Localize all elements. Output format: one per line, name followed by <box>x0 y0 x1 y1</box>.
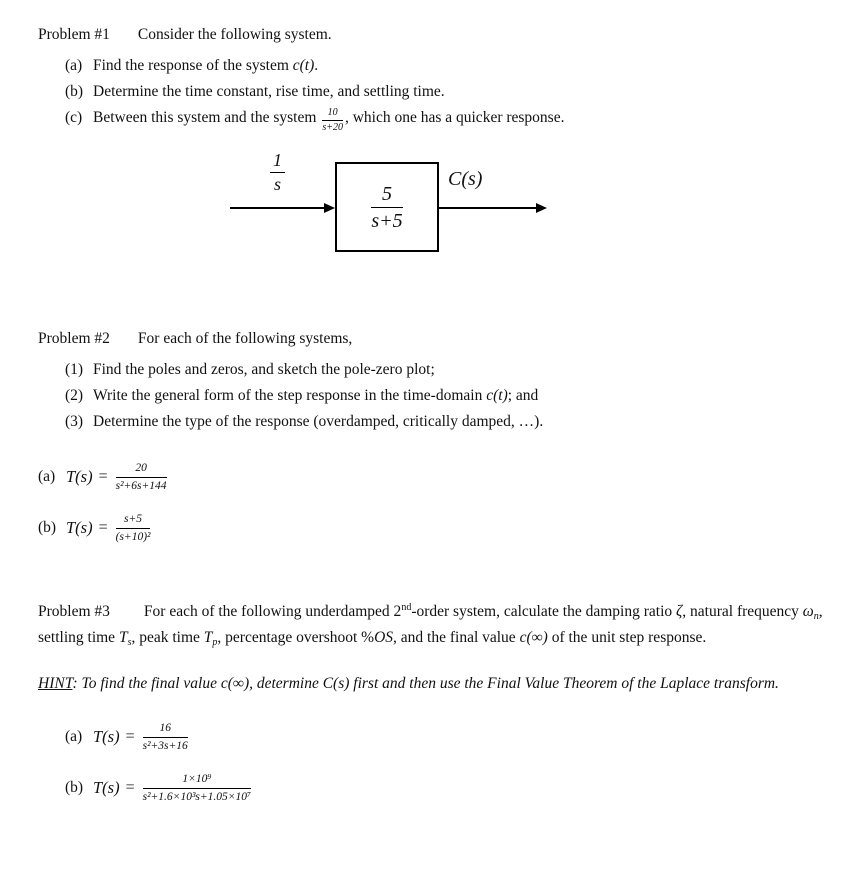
text-run: Find the response of the system <box>93 57 293 74</box>
problem2-title: For each of the following systems, <box>137 330 353 347</box>
math-var: ζ <box>676 602 683 620</box>
hint-paragraph <box>38 671 820 697</box>
item-text: Determine the type of the response (overdamped, critically damped, …). <box>93 413 544 430</box>
fraction-numerator: 5 <box>371 182 402 208</box>
fraction-numerator: 10 <box>322 107 343 121</box>
fraction-numerator: s+5 <box>116 512 151 529</box>
text-run: ; and <box>507 387 539 404</box>
equation-lhs: T(s) <box>93 727 120 747</box>
equation-lhs: T(s) <box>93 778 120 798</box>
math-var: c(t) <box>486 387 508 404</box>
problem1-list <box>38 55 830 134</box>
problem1-label: Problem #1 <box>38 26 110 43</box>
problem1-item-b <box>38 81 830 103</box>
fraction-denominator: (s+10)² <box>115 530 151 543</box>
subscript: n <box>813 610 819 622</box>
item-marker: (c) <box>65 109 83 126</box>
equation-lhs: T(s) <box>66 518 93 538</box>
output-signal-label: C(s) <box>448 168 483 190</box>
transfer-function-block <box>335 162 439 252</box>
problem2-item-3 <box>38 411 830 433</box>
hint-label: HINT <box>38 674 73 692</box>
text-run: . <box>314 57 319 74</box>
fraction-numerator: 20 <box>116 461 167 478</box>
math-var <box>119 629 132 646</box>
fraction-numerator: 16 <box>143 721 188 738</box>
item-text: Find the poles and zeros, and sketch the pole-zero plot; <box>93 361 435 378</box>
problem2-item-2 <box>38 385 830 407</box>
equation-p3b <box>65 772 830 805</box>
equation-marker: (b) <box>65 779 84 797</box>
math-var: OS <box>374 628 394 646</box>
problem3-label: Problem #3 <box>38 602 110 620</box>
math-var <box>803 603 819 620</box>
item-marker: (2) <box>65 387 84 404</box>
fraction-denominator: s+20 <box>322 122 343 133</box>
math-base: T <box>118 628 128 646</box>
item-text: Determine the time constant, rise time, and settling time. <box>93 83 445 100</box>
item-marker: (b) <box>65 83 84 100</box>
equation-fraction <box>116 512 151 545</box>
equation-fraction <box>143 772 251 805</box>
equation-marker: (b) <box>38 519 57 537</box>
item-marker: (3) <box>65 413 84 430</box>
input-arrow-line <box>230 207 326 209</box>
equation-fraction <box>116 461 167 494</box>
equation-fraction <box>143 721 188 754</box>
equals-sign: = <box>125 779 135 797</box>
text-run: For each of the following underdamped 2 <box>143 602 402 620</box>
superscript: nd <box>401 601 412 613</box>
subscript: s <box>127 636 132 648</box>
math-var: c(t) <box>292 57 315 74</box>
item-marker: (1) <box>65 361 84 378</box>
input-signal-fraction <box>270 150 285 194</box>
fraction-denominator: s²+3s+16 <box>142 739 188 752</box>
math-base: T <box>203 628 213 646</box>
text-run: , peak time <box>131 628 204 646</box>
text-run: , and the final value <box>393 628 520 646</box>
subscript: p <box>212 636 218 648</box>
equation-lhs: T(s) <box>66 467 93 487</box>
text-run: of the unit step response. <box>547 628 707 646</box>
fraction-numerator: 1×10⁹ <box>143 772 251 789</box>
problem1-heading <box>38 26 830 44</box>
equals-sign: = <box>125 728 135 746</box>
hint-text: : To find the final value c(∞), determine C(s) first and then use the Final Value Theorem of the Laplace transform. <box>72 674 779 692</box>
problem1-item-c <box>38 107 830 134</box>
item-text <box>93 385 830 407</box>
problem2-label: Problem #2 <box>38 330 110 347</box>
text-run: Between this system and the system <box>93 109 317 126</box>
inline-fraction <box>322 107 343 134</box>
text-run: , natural frequency <box>682 602 803 620</box>
math-var: c(∞) <box>519 628 548 646</box>
text-run: , which one has a quicker response. <box>344 109 565 126</box>
math-base: ω <box>802 602 814 620</box>
equals-sign: = <box>98 468 108 486</box>
equation-p2b <box>38 512 830 545</box>
block-diagram <box>230 150 610 272</box>
equation-p2a <box>38 461 830 494</box>
problem2-heading <box>38 330 830 348</box>
problem2-item-1 <box>38 359 830 381</box>
output-arrowhead-icon <box>536 203 547 213</box>
problem1-title: Consider the following system. <box>137 26 332 43</box>
text-run: Write the general form of the step response in the time-domain <box>93 387 487 404</box>
equals-sign: = <box>98 519 108 537</box>
fraction-denominator: s <box>273 173 281 194</box>
problem3-paragraph <box>38 599 840 651</box>
text-run: , settling time <box>38 602 823 646</box>
item-text <box>93 55 830 77</box>
fraction-numerator: 1 <box>270 150 285 173</box>
math-var <box>204 629 218 646</box>
problem1-item-a <box>38 55 830 77</box>
output-arrow-line <box>439 207 539 209</box>
text-run: -order system, calculate the damping ratio <box>411 602 677 620</box>
problem2-list <box>38 359 830 433</box>
equation-marker: (a) <box>38 468 56 486</box>
equation-marker: (a) <box>65 728 83 746</box>
item-text <box>93 107 830 134</box>
fraction-denominator: s²+6s+144 <box>115 479 167 492</box>
equation-p3a <box>65 721 830 754</box>
text-run: , percentage overshoot % <box>217 628 375 646</box>
input-arrowhead-icon <box>324 203 335 213</box>
block-fraction <box>371 182 402 233</box>
fraction-denominator: s²+1.6×10³s+1.05×10⁷ <box>142 790 252 803</box>
fraction-denominator: s+5 <box>371 209 403 232</box>
item-marker: (a) <box>65 57 83 74</box>
